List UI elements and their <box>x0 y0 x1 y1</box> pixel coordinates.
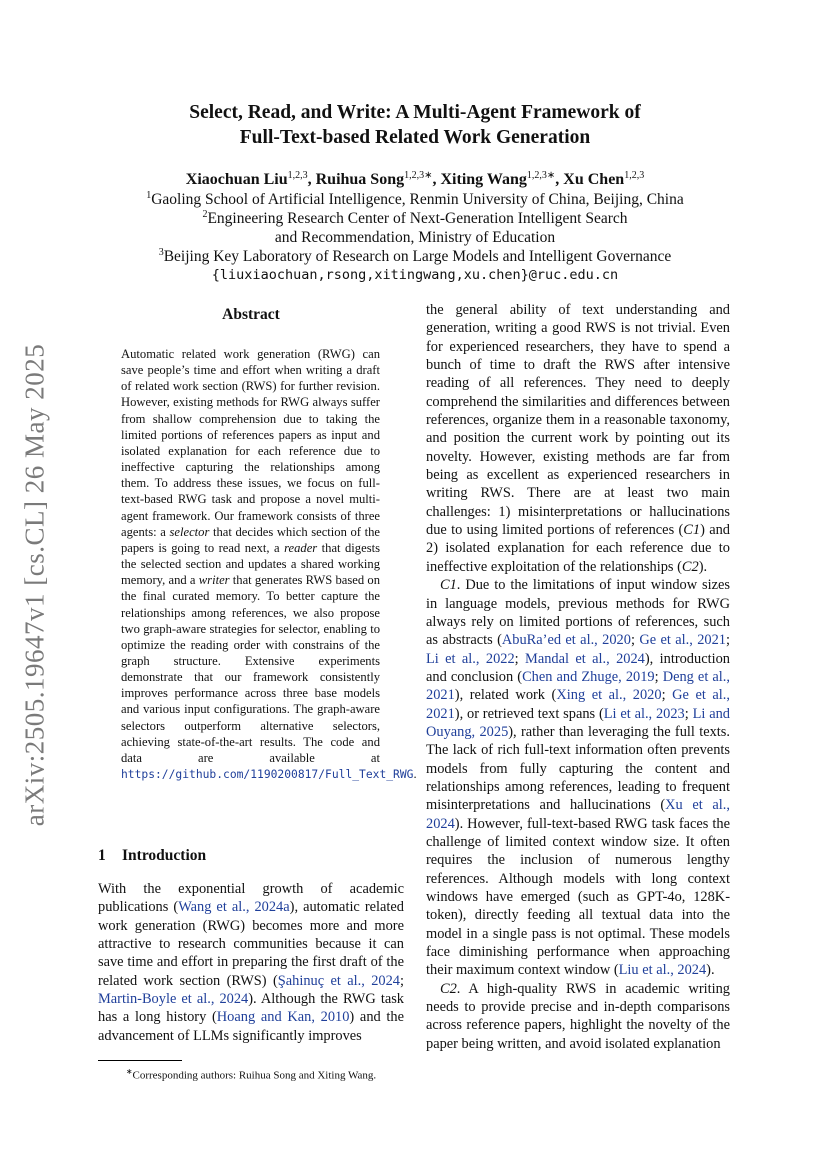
body-text: ). <box>698 558 708 575</box>
abstract-text: Automatic related work generation (RWG) can save people’s time and effort when writing a draft of related work section (RWS) for further revision. However, existing methods for RWG always suffer from shallow comprehension due to taking the limited portions of references papers as input and isolated explanation for each reference due to ineffective capturing the relationships among them. To address these issues, we focus on full-text-based RWG task and propose a novel multi-agent framework. Our framework consists of three agents: a <box>121 347 380 539</box>
affiliation-2 <box>95 209 735 228</box>
body-text: ) and the advancement of LLMs significantly improves <box>98 1009 404 1044</box>
citation-link[interactable]: AbuRa’ed et al., 2020 <box>501 632 631 649</box>
author-name: Xu Chen <box>563 171 625 188</box>
body-text: With the exponential growth of academic publications ( <box>98 881 404 916</box>
affiliation-text: Engineering Research Center of Next-Generation Intelligent Search <box>207 210 628 227</box>
author-affiliation-mark: 1,2,3 <box>287 170 308 181</box>
author-affiliation-mark: 1,2,3∗ <box>526 170 556 181</box>
challenge-label: C1 <box>683 522 701 539</box>
body-text: ). <box>706 962 715 979</box>
arxiv-identifier-text: arXiv:2505.19647v1 [cs.CL] 26 May 2025 <box>19 343 50 827</box>
body-text: ; <box>630 632 640 649</box>
citation-link[interactable]: Şahinuç et al., 2024 <box>277 972 401 989</box>
body-text: ). Although the RWG task has a long history ( <box>98 991 404 1026</box>
challenge-label: C2 <box>681 558 699 575</box>
paper-title <box>95 100 735 150</box>
author-separator: , <box>432 171 441 188</box>
right-column <box>426 301 730 1053</box>
citation-link[interactable]: Li and Ouyang, 2025 <box>426 705 730 740</box>
author-list <box>95 170 735 190</box>
footnote <box>98 1065 404 1083</box>
citation-link[interactable]: Liu et al., 2024 <box>618 962 707 979</box>
body-text: the general ability of text understanding and generation, writing a good RWS is not trivial. Even for experienced researchers, they have to spend a bunch of time to draft the RWS after intensive reading of all references. They need to deeply comprehend the similarities and differences between references, organize them in a reasonable taxonomy, and position the current work by pointing out its novelty. However, existing methods are far from being as excellent as experienced researchers in writing RWS. There are at least two main challenges: 1) misinterpretations or hallucinations due to using limited portions of references ( <box>426 302 730 539</box>
footnote-mark: ∗ <box>125 1067 133 1076</box>
citation-link[interactable]: Li et al., 2022 <box>426 650 515 667</box>
footnote-text: Corresponding authors: Ruihua Song and Xiting Wang. <box>132 1069 377 1082</box>
body-text: ; <box>726 632 730 649</box>
abstract-emphasis: selector <box>169 524 210 539</box>
affiliation-mark: 2 <box>202 209 208 220</box>
body-text: . A high-quality RWS in academic writing needs to provide precise and in-depth comparisons across reference papers, highlight the novelty of the paper being written, and avoid isolated explanation <box>426 980 730 1052</box>
author-emails: {liuxiaochuan,rsong,xitingwang,xu.chen}@ruc.edu.cn <box>211 267 619 283</box>
author-affiliation-mark: 1,2,3 <box>624 170 645 181</box>
title-line-1: Select, Read, and Write: A Multi-Agent Framework of <box>189 102 641 123</box>
body-text: ), introduction and conclusion ( <box>426 650 730 685</box>
affiliation-mark: 3 <box>158 247 164 258</box>
body-text: ), automatic related work generation (RWG) becomes more and more attractive to research communities because it can save time and effort in preparing the first draft of the related work section (RWS) ( <box>98 899 405 989</box>
author-separator: , <box>555 171 564 188</box>
citation-link[interactable]: Ge et al., 2021 <box>639 632 726 649</box>
challenge-label: C2 <box>440 980 457 997</box>
affiliation-3 <box>95 247 735 266</box>
abstract-text: that decides which section of the papers is going to read next, a <box>121 524 380 555</box>
arxiv-identifier-stamp <box>20 340 50 830</box>
citation-link[interactable]: Mandal et al., 2024 <box>525 650 645 667</box>
citation-link[interactable]: Ge et al., 2021 <box>426 687 730 722</box>
citation-link[interactable]: Li et al., 2023 <box>603 705 685 722</box>
body-text: ), rather than leveraging the full texts. The lack of rich full-text information often prevents models from fully capturing the content and relationships among references, leading to frequent misinterpretations and hallucinations ( <box>426 723 730 814</box>
footnote-divider <box>98 1060 182 1061</box>
body-text: ; <box>514 650 526 667</box>
author-affiliation-mark: 1,2,3∗ <box>404 170 433 181</box>
body-text: ; <box>654 668 663 685</box>
abstract-body <box>121 346 417 783</box>
author-name: Xiting Wang <box>440 171 527 188</box>
paper-header <box>95 100 735 285</box>
author-name: Xiaochuan Liu <box>185 171 288 188</box>
introduction-paragraph-c2 <box>426 980 730 1053</box>
author-separator: , <box>307 171 316 188</box>
body-text: ), related work ( <box>454 687 557 704</box>
affiliation-text: Gaoling School of Artificial Intelligence, Renmin University of China, Beijing, China <box>151 191 684 208</box>
body-text: ) and 2) isolated explanation for each reference due to ineffective exploitation of the relationships ( <box>426 522 730 575</box>
body-text: . Due to the limitations of input window sizes in language models, previous methods for RWG always rely on limited portions of references, such as abstracts ( <box>426 577 730 649</box>
introduction-paragraph-continued <box>426 301 730 576</box>
code-repository-link[interactable]: https://github.com/1190200817/Full_Text_RWG <box>121 768 414 782</box>
citation-link[interactable]: Hoang and Kan, 2010 <box>216 1009 350 1026</box>
citation-link[interactable]: Xu et al., 2024 <box>426 797 730 832</box>
section-heading-introduction <box>98 847 206 865</box>
title-line-2: Full-Text-based Related Work Generation <box>239 127 591 148</box>
introduction-paragraph-c1 <box>426 576 730 980</box>
affiliation-text: Beijing Key Laboratory of Research on Large Models and Intelligent Governance <box>163 248 672 265</box>
affiliation-1 <box>95 190 735 209</box>
citation-link[interactable]: Xing et al., 2020 <box>556 687 662 704</box>
section-title: Introduction <box>122 847 207 864</box>
abstract-emphasis: writer <box>198 573 230 588</box>
citation-link[interactable]: Martin-Boyle et al., 2024 <box>98 991 249 1008</box>
introduction-paragraph-1 <box>98 880 404 1045</box>
body-text: ; <box>400 972 405 989</box>
abstract-text: that digests the selected section and updates a shared working memory, and a <box>121 540 380 588</box>
challenge-label: C1 <box>440 577 457 594</box>
section-number: 1 <box>98 847 106 864</box>
body-text: ). However, full-text-based RWG task faces the challenge of limited context window size. It often requires the inclusion of numerous lengthy references. Although models with long context windows have emerged (such as GPT-4o, 128K-token), directly feeding all textual data into the model in a single pass is not optimal. These models face diminishing performance when approaching their maximum context window ( <box>426 815 730 979</box>
abstract-text: that generates RWS based on the final curated memory. To better capture the relationships among references, we also propose two graph-aware strategies for selector, enabling to optimize the reading order with constrains of the graph structure. Extensive experiments demonstrate that our framework consistently improves performance across three base models and various input configurations. The graph-aware selectors outperform alternative selectors, achieving state-of-the-art results. The code and data are available at <box>121 573 380 765</box>
affiliation-mark: 1 <box>146 190 152 201</box>
body-text: ; <box>661 687 673 704</box>
body-text: ; <box>684 705 693 722</box>
abstract-emphasis: reader <box>284 540 318 555</box>
abstract-heading: Abstract <box>222 306 280 323</box>
citation-link[interactable]: Deng et al., 2021 <box>426 668 730 704</box>
citation-link[interactable]: Chen and Zhuge, 2019 <box>522 668 655 685</box>
abstract-text: . <box>413 767 417 782</box>
citation-link[interactable]: Wang et al., 2024a <box>178 899 290 916</box>
affiliation-2-continued: and Recommendation, Ministry of Education <box>274 229 556 246</box>
body-text: ), or retrieved text spans ( <box>454 705 604 722</box>
author-name: Ruihua Song <box>315 171 405 188</box>
